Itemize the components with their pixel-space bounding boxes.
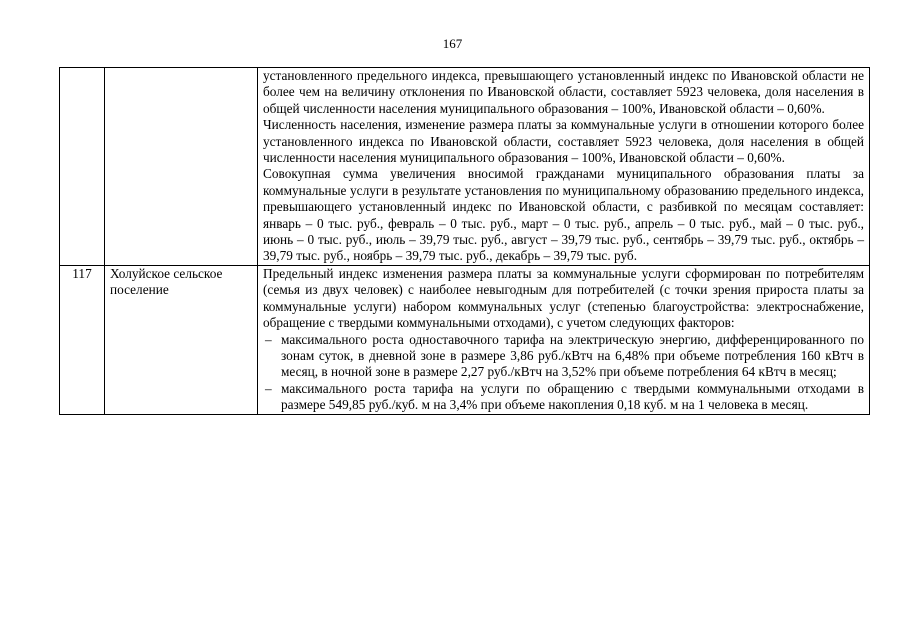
- paragraph: установленного предельного индекса, превышающего установленный индекс по Ивановской области не более чем на величину отклонения по Ивановской области, составляет 5923 человека, доля населения в общей численности населения муниципального образования – 100%, Ивановской области – 0,60%.: [263, 68, 864, 116]
- factors-list: [263, 332, 864, 414]
- paragraph: Численность населения, изменение размера платы за коммунальные услуги в отношении которого более установленного индекса по Ивановской области, составляет 5923 человека, доля населения в общей численности населения муниципального образования – 100%, Ивановской области – 0,60%.: [263, 117, 864, 166]
- list-item-text: максимального роста тарифа на услуги по обращению с твердыми коммунальными отходами в размере 549,85 руб./куб. м на 3,4% при объеме накопления 0,18 куб. м на 1 человека в месяц.: [281, 380, 864, 413]
- description-cell: [258, 68, 870, 266]
- page-number: 167: [442, 36, 463, 51]
- intro-paragraph: Предельный индекс изменения размера платы за коммунальные услуги сформирован по потребителям (семья из двух человек) с наиболее невыгодным для потребителей (с точки зрения прироста платы за коммунальные услуги) набором коммунальных услуг (степенью благоустройства: электроснабжение, обращение с твердыми коммунальными отходами), с учетом следующих факторов:: [263, 265, 864, 331]
- description-cell: [258, 265, 870, 414]
- municipality-name-cell: Холуйское сельское поселение: [105, 265, 258, 414]
- paragraph: Совокупная сумма увеличения вносимой гражданами муниципального образования платы за коммунальные услуги в результате установления по муниципальному образованию предельного индекса, превышающего установленный индекс по Ивановской области, с разбивкой по месяцам составляет: январь – 0 тыс. руб., февраль – 0 тыс. руб., март – 0 тыс. руб., апрель – 0 тыс. руб., май – 0 тыс. руб., июнь – 0 тыс. руб., июль – 39,79 тыс. руб., август – 39,79 тыс. руб., сентябрь – 39,79 тыс. руб., октябрь – 39,79 тыс. руб., ноябрь – 39,79 тыс. руб., декабрь – 39,79 тыс. руб.: [263, 166, 864, 264]
- row-number-cell: [60, 68, 105, 266]
- table-row: [60, 265, 870, 414]
- list-item: [263, 381, 864, 414]
- list-item: [263, 332, 864, 381]
- table-row: [60, 68, 870, 266]
- row-number-cell: 117: [60, 265, 105, 414]
- municipality-name-cell: [105, 68, 258, 266]
- list-item-text: максимального роста одноставочного тарифа на электрическую энергию, дифференцированного по зонам суток, в дневной зоне в размере 3,86 руб./кВтч на 6,48% при объеме потребления 160 кВтч в месяц, в ночной зоне в размере 2,27 руб./кВтч на 3,52% при объеме потребления 64 кВтч в месяц;: [281, 331, 864, 380]
- indices-table: [59, 67, 870, 415]
- dash-marker: –: [265, 380, 272, 396]
- dash-marker: –: [265, 331, 272, 347]
